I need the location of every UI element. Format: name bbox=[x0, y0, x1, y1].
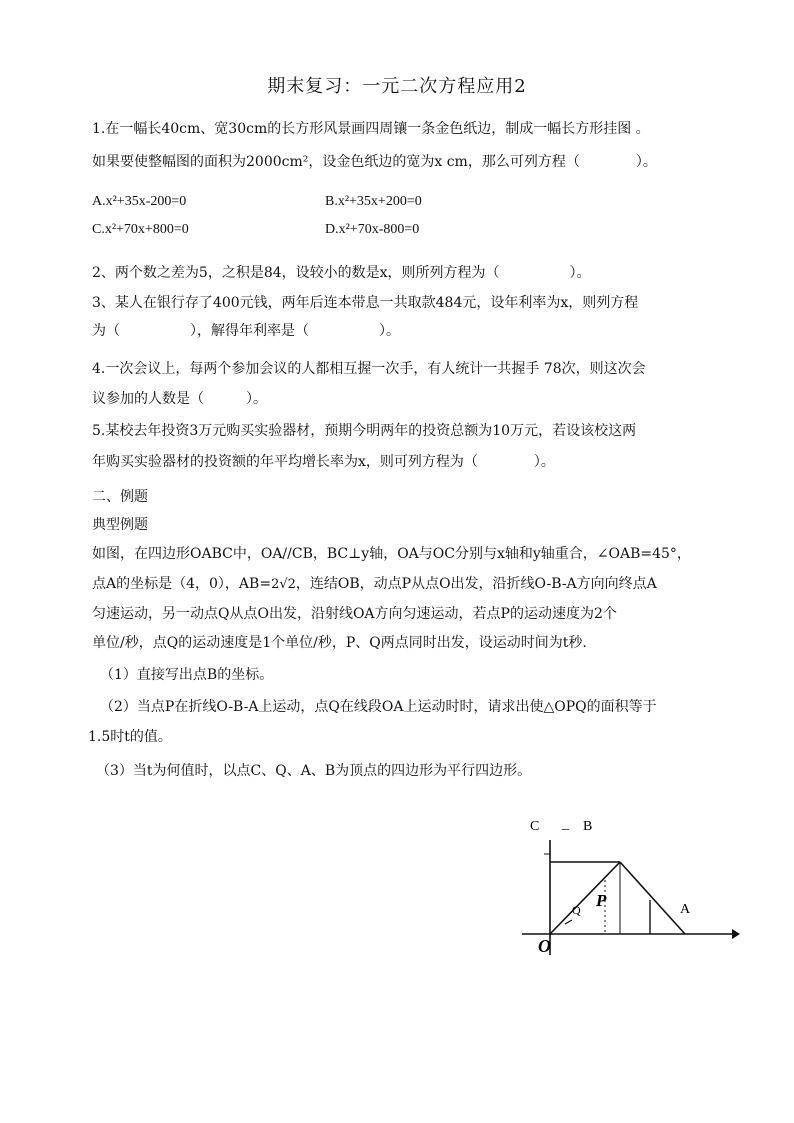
label-c: C bbox=[530, 819, 540, 834]
part-1: （1）直接写出点B的坐标。 bbox=[100, 667, 274, 683]
geometry-figure bbox=[510, 810, 750, 980]
example-line-2-end: ，连结OB，动点P从点O出发，沿折线O-B-A方向向终点A bbox=[295, 576, 657, 592]
label-q: Q bbox=[572, 903, 581, 917]
segment-ba bbox=[620, 862, 685, 934]
question-2: 2、两个数之差为5，之积是84，设较小的数是x，则所列方程为（ ）。 bbox=[92, 265, 591, 281]
option-c: C.x²+70x+800=0 bbox=[92, 222, 189, 237]
question-1-line-2: 如果要使整幅图的面积为2000cm²，设金色纸边的宽为x cm，那么可列方程（ ）。 bbox=[92, 154, 657, 170]
ab-length-value: 2√2 bbox=[271, 577, 296, 592]
x-axis-arrow bbox=[732, 929, 740, 939]
section-heading: 二、例题 bbox=[92, 489, 148, 505]
question-4-line-1: 4.一次会议上，每两个参加会议的人都相互握一次手，有人统计一共握手 78次，则这次会 bbox=[92, 361, 646, 377]
option-a: A.x²+35x-200=0 bbox=[92, 194, 187, 209]
example-line-4: 单位/秒，点Q的运动速度是1个单位/秒，P、Q两点同时出发，设运动时间为t秒. bbox=[92, 635, 587, 651]
label-o: O bbox=[538, 936, 551, 956]
q-mark bbox=[565, 920, 572, 924]
section-subheading: 典型例题 bbox=[92, 517, 148, 533]
example-line-1: 如图，在四边形OABC中，OA//CB，BC⊥y轴，OA与OC分别与x轴和y轴重合，∠OAB=45°， bbox=[92, 546, 691, 562]
segment-ob bbox=[550, 862, 620, 934]
question-4-line-2: 议参加的人数是（ ）。 bbox=[92, 391, 267, 407]
label-p: P bbox=[596, 891, 607, 910]
part-3: （3）当t为何值时，以点C、Q、A、B为顶点的四边形为平行四边形。 bbox=[96, 763, 532, 779]
page-title: 期末复习：一元二次方程应用2 bbox=[267, 76, 527, 97]
part-2-line-1: （2）当点P在折线O-B-A上运动，点Q在线段OA上运动时时，请求出使△OPQ的面积等于 bbox=[100, 699, 657, 715]
label-a: A bbox=[680, 902, 691, 917]
example-line-2 bbox=[92, 575, 657, 594]
part-2-line-2: 1.5时t的值。 bbox=[88, 729, 172, 745]
question-1-line-1: 1.在一幅长40cm、宽30cm的长方形风景画四周镶一条金色纸边，制成一幅长方形挂图 。 bbox=[92, 121, 650, 137]
question-3-line-1: 3、某人在银行存了400元钱，两年后连本带息一共取款484元，设年利率为x，则列方程 bbox=[92, 295, 639, 311]
example-line-3: 匀速运动，另一动点Q从点O出发，沿射线OA方向匀速运动，若点P的运动速度为2个 bbox=[92, 606, 617, 622]
label-b: B bbox=[583, 819, 593, 834]
question-3-line-2: 为（ ），解得年利率是（ ）。 bbox=[92, 323, 400, 339]
question-5-line-2: 年购买实验器材的投资额的年平均增长率为x，则可列方程为（ ）。 bbox=[92, 454, 555, 470]
option-b: B.x²+35x+200=0 bbox=[325, 194, 422, 209]
option-d: D.x²+70x-800=0 bbox=[325, 222, 420, 237]
label-dash: _ bbox=[562, 817, 569, 832]
example-line-2-start: 点A的坐标是（4，0），AB= bbox=[92, 576, 272, 592]
question-5-line-1: 5.某校去年投资3万元购买实验器材，预期今明两年的投资总额为10万元，若设该校这两 bbox=[92, 423, 637, 439]
